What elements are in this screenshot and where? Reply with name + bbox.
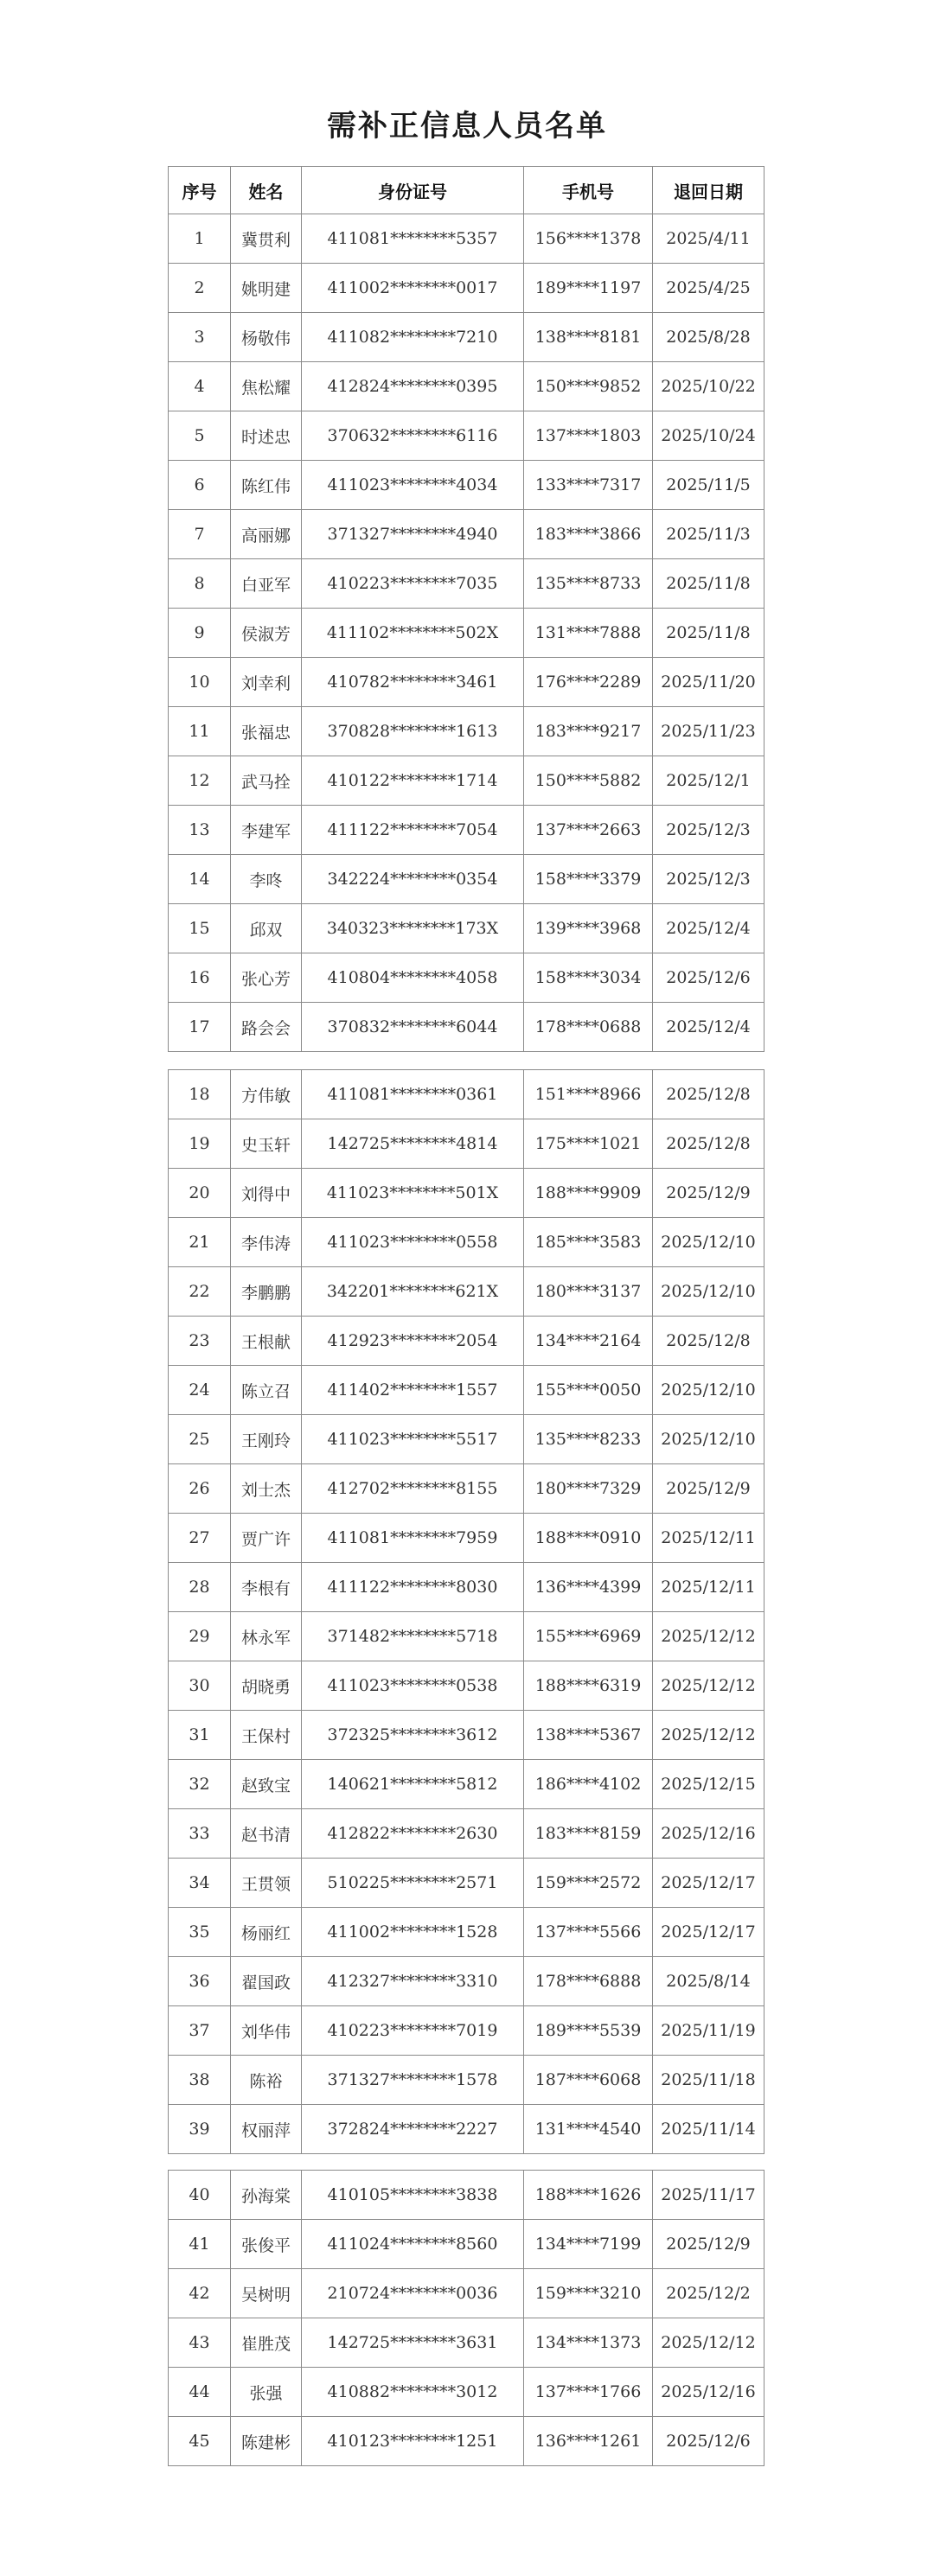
row-id-number: 142725********4814	[302, 1119, 524, 1169]
row-return-date: 2025/12/16	[653, 1809, 764, 1859]
row-id-number: 412923********2054	[302, 1317, 524, 1366]
row-phone: 188****0910	[524, 1514, 653, 1563]
row-index: 30	[169, 1661, 231, 1711]
table-row	[169, 264, 764, 313]
row-id-number: 510225********2571	[302, 1859, 524, 1908]
row-phone: 137****1766	[524, 2368, 653, 2417]
row-return-date: 2025/11/5	[653, 461, 764, 510]
row-phone: 159****3210	[524, 2269, 653, 2318]
row-return-date: 2025/12/15	[653, 1760, 764, 1809]
table-row	[169, 362, 764, 411]
row-id-number: 410882********3012	[302, 2368, 524, 2417]
row-phone: 159****2572	[524, 1859, 653, 1908]
row-return-date: 2025/12/1	[653, 756, 764, 806]
row-name: 林永军	[231, 1612, 302, 1661]
row-name: 赵致宝	[231, 1760, 302, 1809]
row-index: 25	[169, 1415, 231, 1464]
row-phone: 189****5539	[524, 2006, 653, 2056]
row-phone: 180****3137	[524, 1267, 653, 1317]
row-phone: 138****8181	[524, 313, 653, 362]
row-index: 37	[169, 2006, 231, 2056]
row-id-number: 411023********501X	[302, 1169, 524, 1218]
table-row	[169, 2417, 764, 2466]
row-id-number: 372824********2227	[302, 2105, 524, 2154]
row-return-date: 2025/12/10	[653, 1267, 764, 1317]
table-row	[169, 2318, 764, 2368]
table-row	[169, 461, 764, 510]
row-phone: 189****1197	[524, 264, 653, 313]
row-id-number: 411023********4034	[302, 461, 524, 510]
row-return-date: 2025/12/9	[653, 2220, 764, 2269]
row-phone: 135****8233	[524, 1415, 653, 1464]
header-phone: 手机号	[524, 167, 653, 214]
table-row	[169, 1119, 764, 1169]
row-return-date: 2025/12/17	[653, 1859, 764, 1908]
row-index: 21	[169, 1218, 231, 1267]
row-return-date: 2025/12/8	[653, 1119, 764, 1169]
table-row	[169, 1267, 764, 1317]
row-return-date: 2025/12/6	[653, 2417, 764, 2466]
row-name: 刘幸利	[231, 658, 302, 707]
row-id-number: 370832********6044	[302, 1003, 524, 1052]
table-row	[169, 953, 764, 1003]
row-name: 刘华伟	[231, 2006, 302, 2056]
row-phone: 185****3583	[524, 1218, 653, 1267]
row-return-date: 2025/8/28	[653, 313, 764, 362]
row-id-number: 340323********173X	[302, 904, 524, 953]
row-id-number: 411023********5517	[302, 1415, 524, 1464]
row-return-date: 2025/11/3	[653, 510, 764, 559]
table-row	[169, 1464, 764, 1514]
row-return-date: 2025/12/10	[653, 1218, 764, 1267]
row-phone: 186****4102	[524, 1760, 653, 1809]
row-index: 1	[169, 214, 231, 264]
row-id-number: 410122********1714	[302, 756, 524, 806]
table-row	[169, 2220, 764, 2269]
row-id-number: 411122********8030	[302, 1563, 524, 1612]
row-index: 3	[169, 313, 231, 362]
row-index: 10	[169, 658, 231, 707]
row-return-date: 2025/12/3	[653, 806, 764, 855]
row-return-date: 2025/12/11	[653, 1514, 764, 1563]
row-phone: 151****8966	[524, 1070, 653, 1119]
row-index: 32	[169, 1760, 231, 1809]
row-id-number: 412702********8155	[302, 1464, 524, 1514]
row-index: 18	[169, 1070, 231, 1119]
table-row	[169, 756, 764, 806]
row-name: 杨丽红	[231, 1908, 302, 1957]
row-return-date: 2025/12/3	[653, 855, 764, 904]
header-index: 序号	[169, 167, 231, 214]
table-row	[169, 1711, 764, 1760]
table-row	[169, 855, 764, 904]
row-index: 14	[169, 855, 231, 904]
row-index: 34	[169, 1859, 231, 1908]
row-index: 6	[169, 461, 231, 510]
row-id-number: 411102********502X	[302, 609, 524, 658]
row-phone: 183****8159	[524, 1809, 653, 1859]
table-row	[169, 1908, 764, 1957]
row-index: 33	[169, 1809, 231, 1859]
row-name: 胡晓勇	[231, 1661, 302, 1711]
table-header-row	[169, 167, 764, 214]
row-name: 姚明建	[231, 264, 302, 313]
row-phone: 150****9852	[524, 362, 653, 411]
row-index: 40	[169, 2171, 231, 2220]
row-index: 5	[169, 411, 231, 461]
table-row	[169, 2368, 764, 2417]
row-return-date: 2025/12/11	[653, 1563, 764, 1612]
row-name: 权丽萍	[231, 2105, 302, 2154]
row-phone: 156****1378	[524, 214, 653, 264]
row-name: 方伟敏	[231, 1070, 302, 1119]
table-row	[169, 1859, 764, 1908]
row-name: 王根献	[231, 1317, 302, 1366]
row-name: 时述忠	[231, 411, 302, 461]
table-row	[169, 2171, 764, 2220]
row-return-date: 2025/11/20	[653, 658, 764, 707]
row-return-date: 2025/8/14	[653, 1957, 764, 2006]
row-id-number: 371327********1578	[302, 2056, 524, 2105]
row-id-number: 411082********7210	[302, 313, 524, 362]
table-row	[169, 1366, 764, 1415]
row-phone: 188****9909	[524, 1169, 653, 1218]
row-phone: 178****6888	[524, 1957, 653, 2006]
table-row	[169, 411, 764, 461]
row-name: 李鹏鹏	[231, 1267, 302, 1317]
row-id-number: 412822********2630	[302, 1809, 524, 1859]
row-id-number: 410782********3461	[302, 658, 524, 707]
table-row	[169, 214, 764, 264]
row-name: 高丽娜	[231, 510, 302, 559]
row-index: 24	[169, 1366, 231, 1415]
row-phone: 136****4399	[524, 1563, 653, 1612]
row-phone: 135****8733	[524, 559, 653, 609]
row-phone: 150****5882	[524, 756, 653, 806]
row-phone: 176****2289	[524, 658, 653, 707]
row-return-date: 2025/11/18	[653, 2056, 764, 2105]
table-row	[169, 2056, 764, 2105]
row-name: 李咚	[231, 855, 302, 904]
row-name: 李根有	[231, 1563, 302, 1612]
row-name: 张强	[231, 2368, 302, 2417]
row-index: 8	[169, 559, 231, 609]
table-row	[169, 658, 764, 707]
row-id-number: 412327********3310	[302, 1957, 524, 2006]
row-phone: 155****6969	[524, 1612, 653, 1661]
row-phone: 155****0050	[524, 1366, 653, 1415]
row-return-date: 2025/12/12	[653, 1661, 764, 1711]
row-index: 13	[169, 806, 231, 855]
row-name: 王保村	[231, 1711, 302, 1760]
row-index: 16	[169, 953, 231, 1003]
row-name: 翟国政	[231, 1957, 302, 2006]
row-index: 11	[169, 707, 231, 756]
table-row	[169, 904, 764, 953]
table-row	[169, 510, 764, 559]
row-return-date: 2025/12/2	[653, 2269, 764, 2318]
row-id-number: 140621********5812	[302, 1760, 524, 1809]
row-return-date: 2025/12/12	[653, 1711, 764, 1760]
row-id-number: 411081********0361	[302, 1070, 524, 1119]
row-index: 45	[169, 2417, 231, 2466]
row-name: 陈立召	[231, 1366, 302, 1415]
row-return-date: 2025/12/9	[653, 1464, 764, 1514]
row-phone: 133****7317	[524, 461, 653, 510]
row-return-date: 2025/11/23	[653, 707, 764, 756]
row-index: 15	[169, 904, 231, 953]
row-phone: 158****3034	[524, 953, 653, 1003]
row-name: 刘士杰	[231, 1464, 302, 1514]
row-index: 19	[169, 1119, 231, 1169]
row-phone: 183****3866	[524, 510, 653, 559]
row-name: 孙海棠	[231, 2171, 302, 2220]
row-phone: 137****2663	[524, 806, 653, 855]
row-index: 17	[169, 1003, 231, 1052]
row-return-date: 2025/12/6	[653, 953, 764, 1003]
row-name: 崔胜茂	[231, 2318, 302, 2368]
row-id-number: 412824********0395	[302, 362, 524, 411]
row-index: 26	[169, 1464, 231, 1514]
row-id-number: 342224********0354	[302, 855, 524, 904]
table-row	[169, 1070, 764, 1119]
row-name: 李伟涛	[231, 1218, 302, 1267]
personnel-table-part-1	[168, 166, 764, 1052]
row-name: 陈裕	[231, 2056, 302, 2105]
table-row	[169, 1563, 764, 1612]
row-name: 路会会	[231, 1003, 302, 1052]
row-return-date: 2025/11/19	[653, 2006, 764, 2056]
header-id-number: 身份证号	[302, 167, 524, 214]
table-row	[169, 559, 764, 609]
row-index: 7	[169, 510, 231, 559]
row-index: 28	[169, 1563, 231, 1612]
table-row	[169, 1661, 764, 1711]
row-name: 侯淑芳	[231, 609, 302, 658]
table-row	[169, 1317, 764, 1366]
row-index: 44	[169, 2368, 231, 2417]
row-name: 李建军	[231, 806, 302, 855]
row-name: 杨敬伟	[231, 313, 302, 362]
row-phone: 134****1373	[524, 2318, 653, 2368]
row-id-number: 410223********7019	[302, 2006, 524, 2056]
row-id-number: 410105********3838	[302, 2171, 524, 2220]
row-phone: 137****1803	[524, 411, 653, 461]
row-name: 史玉轩	[231, 1119, 302, 1169]
row-name: 王刚玲	[231, 1415, 302, 1464]
row-name: 武马拴	[231, 756, 302, 806]
row-id-number: 371327********4940	[302, 510, 524, 559]
personnel-table-part-3	[168, 2170, 764, 2466]
row-index: 42	[169, 2269, 231, 2318]
row-return-date: 2025/12/10	[653, 1366, 764, 1415]
row-return-date: 2025/12/4	[653, 1003, 764, 1052]
table-row	[169, 806, 764, 855]
table-row	[169, 1957, 764, 2006]
header-name: 姓名	[231, 167, 302, 214]
row-phone: 134****2164	[524, 1317, 653, 1366]
page-title: 需补正信息人员名单	[327, 109, 607, 143]
row-name: 赵书清	[231, 1809, 302, 1859]
row-index: 23	[169, 1317, 231, 1366]
row-name: 张俊平	[231, 2220, 302, 2269]
row-index: 27	[169, 1514, 231, 1563]
row-name: 白亚军	[231, 559, 302, 609]
row-name: 王贯领	[231, 1859, 302, 1908]
row-return-date: 2025/11/17	[653, 2171, 764, 2220]
row-name: 张福忠	[231, 707, 302, 756]
row-phone: 180****7329	[524, 1464, 653, 1514]
row-name: 陈建彬	[231, 2417, 302, 2466]
row-id-number: 411402********1557	[302, 1366, 524, 1415]
row-phone: 188****6319	[524, 1661, 653, 1711]
row-phone: 139****3968	[524, 904, 653, 953]
row-index: 29	[169, 1612, 231, 1661]
row-id-number: 372325********3612	[302, 1711, 524, 1760]
row-index: 9	[169, 609, 231, 658]
row-return-date: 2025/4/25	[653, 264, 764, 313]
row-return-date: 2025/12/8	[653, 1070, 764, 1119]
row-name: 陈红伟	[231, 461, 302, 510]
row-index: 38	[169, 2056, 231, 2105]
row-index: 2	[169, 264, 231, 313]
table-row	[169, 1514, 764, 1563]
row-id-number: 410804********4058	[302, 953, 524, 1003]
table-row	[169, 1809, 764, 1859]
row-index: 35	[169, 1908, 231, 1957]
row-index: 39	[169, 2105, 231, 2154]
row-phone: 131****4540	[524, 2105, 653, 2154]
table-row	[169, 1415, 764, 1464]
table-row	[169, 2105, 764, 2154]
row-return-date: 2025/11/14	[653, 2105, 764, 2154]
row-id-number: 410223********7035	[302, 559, 524, 609]
row-phone: 188****1626	[524, 2171, 653, 2220]
row-id-number: 371482********5718	[302, 1612, 524, 1661]
header-return-date: 退回日期	[653, 167, 764, 214]
row-id-number: 142725********3631	[302, 2318, 524, 2368]
row-name: 张心芳	[231, 953, 302, 1003]
row-return-date: 2025/12/12	[653, 2318, 764, 2368]
row-return-date: 2025/12/12	[653, 1612, 764, 1661]
row-id-number: 411023********0558	[302, 1218, 524, 1267]
row-return-date: 2025/12/9	[653, 1169, 764, 1218]
row-name: 刘得中	[231, 1169, 302, 1218]
row-phone: 158****3379	[524, 855, 653, 904]
row-id-number: 410123********1251	[302, 2417, 524, 2466]
row-return-date: 2025/11/8	[653, 609, 764, 658]
row-id-number: 342201********621X	[302, 1267, 524, 1317]
row-phone: 134****7199	[524, 2220, 653, 2269]
row-return-date: 2025/10/22	[653, 362, 764, 411]
row-index: 4	[169, 362, 231, 411]
table-row	[169, 313, 764, 362]
row-phone: 137****5566	[524, 1908, 653, 1957]
row-return-date: 2025/12/17	[653, 1908, 764, 1957]
row-index: 41	[169, 2220, 231, 2269]
row-id-number: 411002********0017	[302, 264, 524, 313]
row-return-date: 2025/12/16	[653, 2368, 764, 2417]
row-id-number: 411023********0538	[302, 1661, 524, 1711]
row-index: 22	[169, 1267, 231, 1317]
row-id-number: 370632********6116	[302, 411, 524, 461]
row-return-date: 2025/11/8	[653, 559, 764, 609]
row-index: 20	[169, 1169, 231, 1218]
row-phone: 138****5367	[524, 1711, 653, 1760]
row-name: 邱双	[231, 904, 302, 953]
row-phone: 183****9217	[524, 707, 653, 756]
row-phone: 136****1261	[524, 2417, 653, 2466]
table-row	[169, 1760, 764, 1809]
row-name: 冀贯利	[231, 214, 302, 264]
table-row	[169, 609, 764, 658]
table-row	[169, 1612, 764, 1661]
row-phone: 131****7888	[524, 609, 653, 658]
table-row	[169, 2006, 764, 2056]
row-name: 贾广许	[231, 1514, 302, 1563]
row-return-date: 2025/12/4	[653, 904, 764, 953]
row-index: 36	[169, 1957, 231, 2006]
personnel-table-part-2	[168, 1069, 764, 2154]
row-phone: 175****1021	[524, 1119, 653, 1169]
row-phone: 178****0688	[524, 1003, 653, 1052]
row-id-number: 411122********7054	[302, 806, 524, 855]
row-id-number: 411024********8560	[302, 2220, 524, 2269]
row-return-date: 2025/10/24	[653, 411, 764, 461]
row-index: 12	[169, 756, 231, 806]
table-row	[169, 707, 764, 756]
row-name: 吴树明	[231, 2269, 302, 2318]
row-id-number: 210724********0036	[302, 2269, 524, 2318]
table-row	[169, 2269, 764, 2318]
table-row	[169, 1218, 764, 1267]
row-return-date: 2025/12/8	[653, 1317, 764, 1366]
table-row	[169, 1003, 764, 1052]
table-row	[169, 1169, 764, 1218]
row-id-number: 411081********7959	[302, 1514, 524, 1563]
row-phone: 187****6068	[524, 2056, 653, 2105]
row-return-date: 2025/12/10	[653, 1415, 764, 1464]
row-index: 31	[169, 1711, 231, 1760]
row-name: 焦松耀	[231, 362, 302, 411]
row-id-number: 411002********1528	[302, 1908, 524, 1957]
row-return-date: 2025/4/11	[653, 214, 764, 264]
row-id-number: 411081********5357	[302, 214, 524, 264]
row-id-number: 370828********1613	[302, 707, 524, 756]
row-index: 43	[169, 2318, 231, 2368]
